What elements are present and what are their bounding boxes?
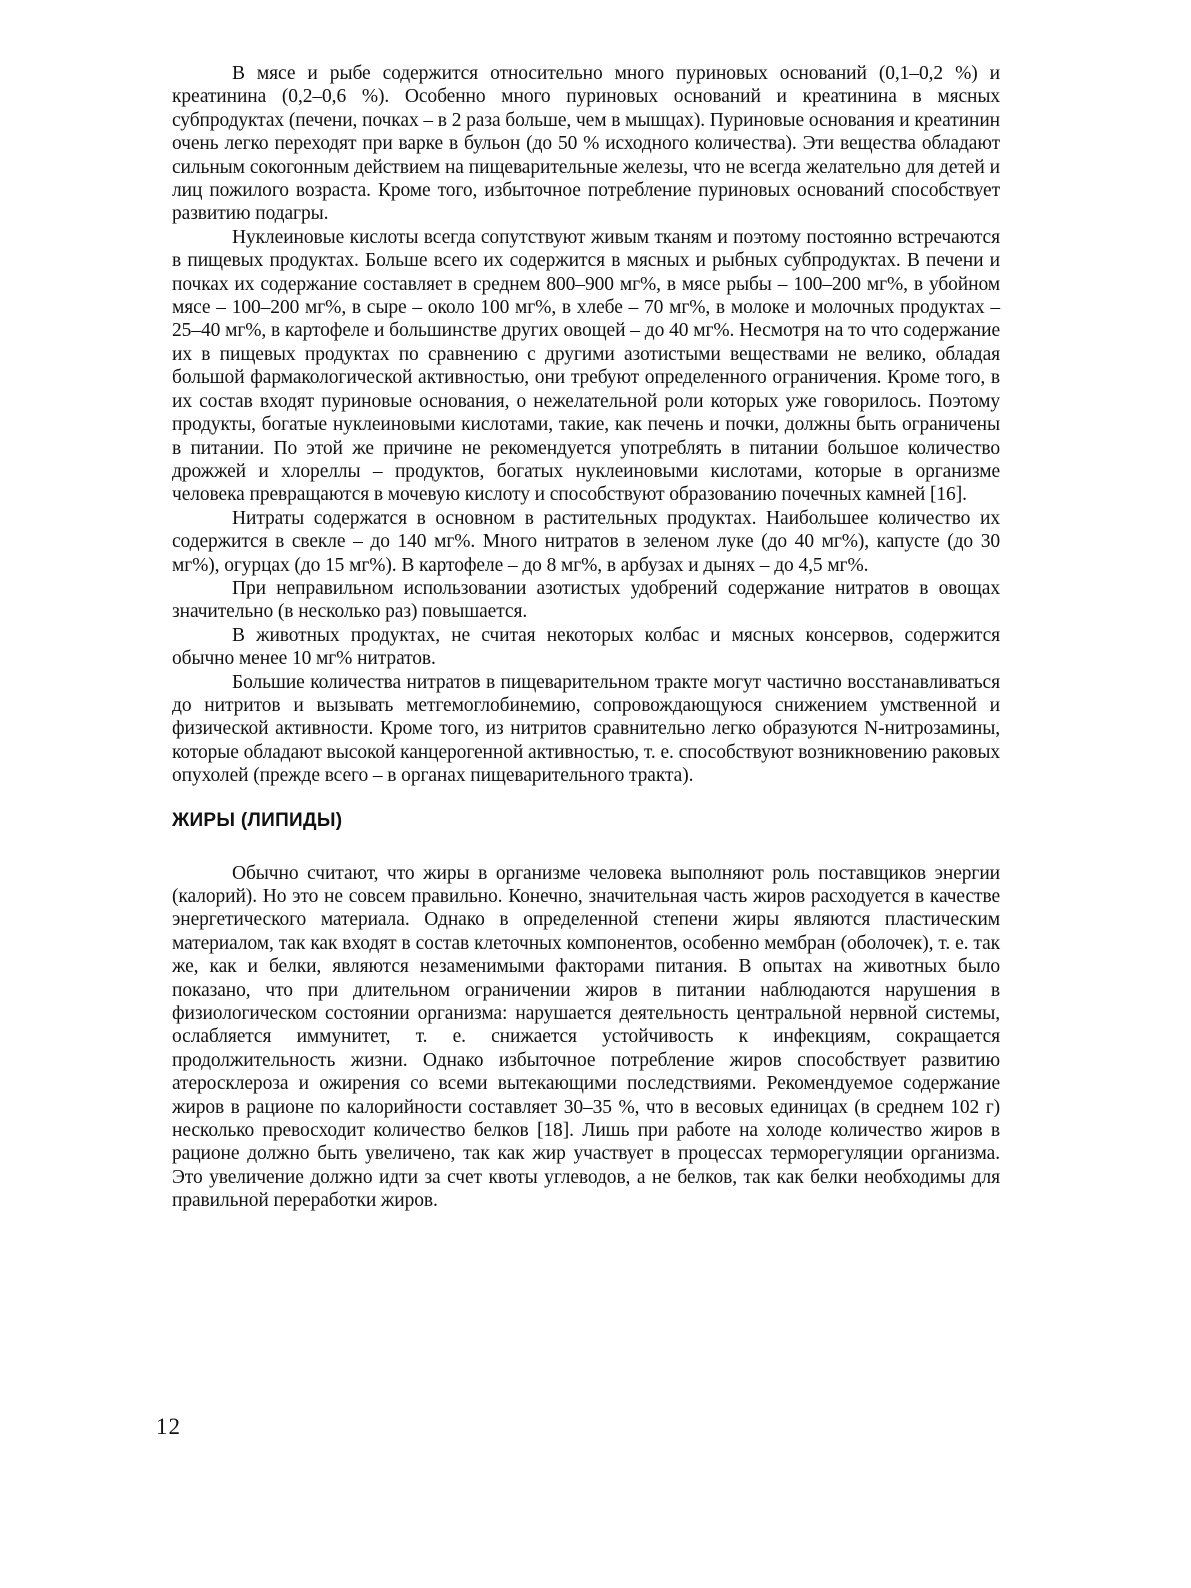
paragraph-fats: Обычно считают, что жиры в организме человека выполняют роль поставщиков энергии (калорий). Но это не совсем правильно. Конечно, значительная часть жиров расходуется в качестве энергетического материала. Однако в определенной степени жиры являются пластическим материалом, так как входят в состав клеточных компонентов, особенно мембран (оболочек), т. е. так же, как и белки, являются незаменимыми факторами питания. В опытах на животных было показано, что при длительном ограничении жиров в питании наблюдаются нарушения в физиологическом состоянии организма: нарушается деятельность центральной нервной системы, ослабляется иммунитет, т. е. снижается устойчивость к инфекциям, сокращается продолжительность жизни. Однако избыточное потребление жиров способствует развитию атеросклероза и ожирения со всеми вытекающими последствиями. Рекомендуемое содержание жиров в рационе по калорийности составляет 30–35 %, что в весовых единицах (в среднем 102 г) несколько превосходит количество белков [18]. Лишь при работе на холоде количество жиров в рационе должно быть увеличено, так как жир участвует в процессах терморегуляции организма. Это увеличение должно идти за счет квоты углеводов, а не белков, так как белки необходимы для правильной переработки жиров.: [172, 862, 1000, 1212]
paragraph-nitrites: Большие количества нитратов в пищеварительном тракте могут частично восстанавливаться до нитритов и вызывать метгемоглобинемию, сопровождающуюся снижением умственной и физической активности. Кроме того, из нитритов сравнительно легко образуются N-нитрозамины, которые обладают высокой канцерогенной активностью, т. е. способствуют возникновению раковых опухолей (прежде всего – в органах пищеварительного тракта).: [172, 671, 1000, 787]
page-number: 12: [156, 1414, 181, 1439]
paragraph-fertilizers: При неправильном использовании азотистых удобрений содержание нитратов в овощах значительно (в несколько раз) повышается.: [172, 577, 1000, 623]
paragraph-nucleic-acids: Нуклеиновые кислоты всегда сопутствуют живым тканям и поэтому постоянно встречаются в пищевых продуктах. Больше всего их содержится в мясных и рыбных субпродуктах. В печени и почках их содержание составляет в среднем 800–900 мг%, в мясе рыбы – 100–200 мг%, в убойном мясе – 100–200 мг%, в сыре – около 100 мг%, в хлебе – 70 мг%, в молоке и молочных продуктах – 25–40 мг%, в картофеле и большинстве других овощей – до 40 мг%. Несмотря на то что содержание их в пищевых продуктах по сравнению с другими азотистыми веществами не велико, обладая большой фармакологической активностью, они требуют определенного ограничения. Кроме того, в их состав входят пуриновые основания, о нежелательной роли которых уже говорилось. Поэтому продукты, богатые нуклеиновыми кислотами, такие, как печень и почки, должны быть ограничены в питании. По этой же причине не рекомендуется употреблять в питании большое количество дрожжей и хлореллы – продуктов, богатых нуклеиновыми кислотами, которые в организме человека превращаются в мочевую кислоту и способствуют образованию почечных камней [16].: [172, 226, 1000, 506]
paragraph-animal-products: В животных продуктах, не считая некоторых колбас и мясных консервов, содержится обычно менее 10 мг% нитратов.: [172, 624, 1000, 670]
paragraph-purines: В мясе и рыбе содержится относительно много пуриновых оснований (0,1–0,2 %) и креатинина (0,2–0,6 %). Особенно много пуриновых оснований и креатинина в мясных субпродуктах (печени, почках – в 2 раза больше, чем в мышцах). Пуриновые основания и креатинин очень легко переходят при варке в бульон (до 50 % исходного количества). Эти вещества обладают сильным сокогонным действием на пищеварительные железы, что не всегда желательно для детей и лиц пожилого возраста. Кроме того, избыточное потребление пуриновых оснований способствует развитию подагры.: [172, 63, 1000, 225]
paragraph-nitrates: Нитраты содержатся в основном в растительных продуктах. Наибольшее количество их содержится в свекле – до 140 мг%. Много нитратов в зеленом луке (до 40 мг%), капусте (до 30 мг%), огурцах (до 15 мг%). В картофеле – до 8 мг%, в арбузах и дынях – до 4,5 мг%.: [172, 507, 1000, 576]
section-heading: ЖИРЫ (ЛИПИДЫ): [172, 809, 343, 831]
page-body: [172, 62, 1000, 1213]
